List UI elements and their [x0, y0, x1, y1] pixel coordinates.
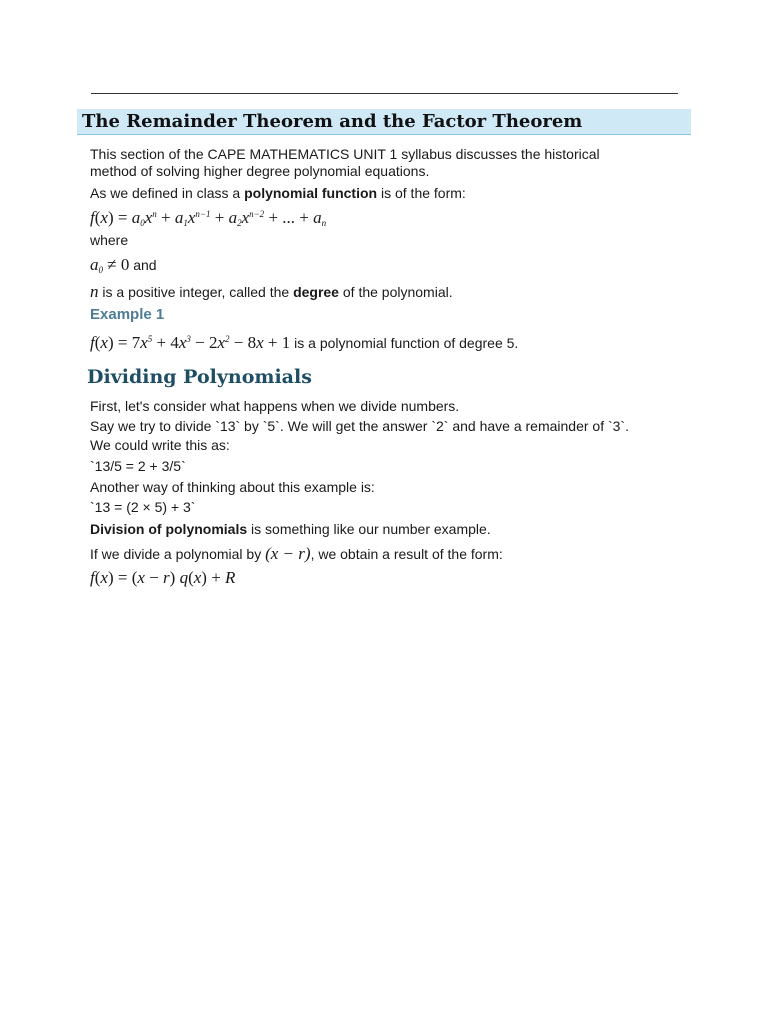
example-1-heading: Example 1: [90, 306, 165, 323]
definition-line: [90, 185, 466, 202]
section-heading-dividing-polynomials: Dividing Polynomials: [87, 366, 312, 388]
section-line-3: We could write this as:: [90, 437, 230, 453]
division-result-equation: f(x) = (x − r) q(x) + R: [90, 568, 236, 587]
degree-suffix: of the polynomial.: [338, 284, 453, 300]
intro-line-1: This section of the CAPE MATHEMATICS UNIT 1 syllabus discusses the historical: [90, 146, 600, 162]
example-1-description: is a polynomial function of degree 5.: [290, 335, 519, 351]
page-title: The Remainder Theorem and the Factor Theorem: [82, 111, 583, 132]
divide-statement-line: [90, 545, 503, 563]
degree-definition-line: [90, 283, 453, 301]
and-text: and: [129, 257, 157, 273]
a0-not-zero-equation: $a_0 \ne 0$: [90, 255, 130, 275]
section-line-5: Another way of thinking about this example is:: [90, 479, 375, 495]
division-of-polynomials-term: Division of polynomials: [90, 521, 248, 537]
section-line-1: First, let's consider what happens when we divide numbers.: [90, 398, 460, 414]
leading-coefficient-condition: [90, 256, 157, 279]
n-symbol: n: [90, 282, 99, 301]
degree-prefix: is a positive integer, called the: [98, 284, 294, 300]
divisor-expression: (x − r): [265, 544, 311, 563]
divide-prefix: If we divide a polynomial by: [90, 546, 266, 562]
definition-suffix: is of the form:: [377, 185, 466, 201]
example-polynomial-equation: $f(x) = 7x^5 + 4x^3 - 2x^2 - 8x + 1$: [90, 333, 291, 352]
division-of-polynomials-line: [90, 521, 491, 538]
definition-prefix: As we defined in class a: [90, 185, 245, 201]
section-line-2: Say we try to divide `13` by `5`. We will get the answer `2` and have a remainder of `3`.: [90, 418, 629, 434]
division-rest-text: is something like our number example.: [247, 521, 491, 537]
example-1-line: [90, 331, 518, 352]
intro-line-2: method of solving higher degree polynomial equations.: [90, 163, 430, 179]
polynomial-general-form-equation: $f(x) = a_0x^n + a_1x^{n-1} + a_2x^{n-2}$ + ... + $a_n$: [90, 208, 327, 228]
top-horizontal-rule: [91, 93, 678, 94]
divide-suffix: , we obtain a result of the form:: [310, 546, 503, 562]
where-text: where: [90, 232, 129, 248]
section-line-6: `13 = (2 × 5) + 3`: [90, 499, 196, 515]
polynomial-function-term: polynomial function: [244, 185, 378, 201]
section-line-4: `13/5 = 2 + 3/5`: [90, 458, 186, 474]
degree-term: degree: [293, 284, 339, 300]
